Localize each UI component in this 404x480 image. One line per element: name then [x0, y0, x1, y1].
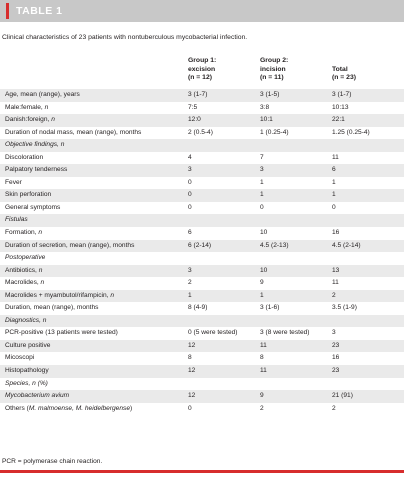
cell-total: 3.5 (1-9): [332, 304, 357, 312]
cell-group2: 7: [260, 153, 264, 161]
cell-group1: 2: [188, 279, 192, 287]
table-section-row: [0, 315, 404, 328]
row-label: Male:female, n: [5, 103, 49, 111]
cell-group2: 1: [260, 291, 264, 299]
cell-total: 1: [332, 191, 336, 199]
cell-total: 13: [332, 266, 340, 274]
cell-group1: 0 (5 were tested): [188, 329, 238, 337]
table-body: [0, 89, 404, 415]
cell-group2: 3 (1-5): [260, 91, 280, 98]
cell-group2: 1: [260, 178, 264, 186]
row-label: Duration of nodal mass, mean (range), months: [5, 128, 142, 136]
row-label: Mycobacterium avium: [5, 392, 70, 400]
column-header-group1: [188, 57, 216, 83]
table-row: [0, 189, 404, 202]
cell-group1: 3: [188, 166, 192, 174]
row-label: General symptoms: [5, 203, 61, 211]
table-row: [0, 390, 404, 403]
cell-total: 11: [332, 153, 339, 161]
column-header-line: excision: [188, 65, 216, 73]
cell-group2: 1: [260, 191, 264, 199]
row-label: Culture positive: [5, 341, 51, 349]
row-label: Fistulas: [5, 216, 28, 224]
cell-total: 11: [332, 279, 339, 287]
row-label: Duration, mean (range), months: [5, 304, 99, 312]
cell-group1: 4: [188, 153, 192, 161]
cell-group2: 4.5 (2-13): [260, 241, 289, 249]
table-row: [0, 114, 404, 127]
table-footnote: PCR = polymerase chain reaction.: [2, 458, 103, 465]
cell-group2: 10: [260, 266, 268, 274]
row-label: Objective findings, n: [5, 141, 65, 149]
table-row: [0, 164, 404, 177]
cell-group2: 3 (1-6): [260, 304, 280, 312]
column-header-total: [332, 57, 356, 83]
table-row: [0, 277, 404, 290]
table-row: [0, 365, 404, 378]
cell-group1: 1: [188, 291, 192, 299]
row-label: Discoloration: [5, 153, 44, 161]
row-label: Diagnostics, n: [5, 316, 47, 324]
table-row: [0, 403, 404, 416]
cell-total: 2: [332, 291, 336, 299]
table-title: TABLE 1: [16, 5, 63, 17]
table-row: [0, 227, 404, 240]
cell-group2: 3:8: [260, 103, 270, 111]
cell-group1: 8 (4-9): [188, 304, 208, 312]
table-row: [0, 152, 404, 165]
table-row: [0, 352, 404, 365]
table-row: [0, 265, 404, 278]
cell-total: 2: [332, 404, 336, 412]
table-row: [0, 89, 404, 102]
cell-group2: 3: [260, 166, 264, 174]
cell-total: 23: [332, 341, 340, 349]
row-label: Formation, n: [5, 229, 43, 237]
table-row: [0, 202, 404, 215]
table-row: [0, 102, 404, 115]
cell-group2: 8: [260, 354, 264, 362]
cell-total: 1.25 (0.25-4): [332, 128, 370, 136]
cell-group2: 2: [260, 404, 264, 412]
table-row: [0, 290, 404, 303]
cell-group1: 0: [188, 178, 192, 186]
cell-group2: 9: [260, 279, 264, 287]
cell-group1: 12: [188, 367, 196, 375]
cell-total: 3: [332, 329, 336, 337]
accent-marker: [6, 3, 9, 19]
cell-group1: 6: [188, 229, 192, 237]
row-label: Others (M. malmoense, M. heidelbergense): [5, 404, 133, 412]
table-row: [0, 302, 404, 315]
column-header-line: incision: [260, 65, 286, 73]
cell-total: 23: [332, 367, 340, 375]
cell-total: 16: [332, 354, 340, 362]
table-header-bar: [0, 0, 404, 22]
cell-group1: 12: [188, 392, 196, 400]
column-header-line: (n = 11): [260, 74, 284, 82]
cell-total: 10:13: [332, 103, 349, 111]
cell-total: 22:1: [332, 116, 345, 124]
cell-total: 3 (1-7): [332, 91, 352, 98]
cell-group2: 3 (8 were tested): [260, 329, 310, 337]
cell-group1: 2 (0.5-4): [188, 128, 213, 136]
cell-group2: 11: [260, 367, 267, 375]
cell-group2: 10: [260, 229, 268, 237]
column-header-line: (n = 12): [188, 74, 212, 82]
table-section-row: [0, 252, 404, 265]
cell-group2: 0: [260, 203, 264, 211]
cell-total: 16: [332, 229, 340, 237]
cell-total: 1: [332, 178, 336, 186]
table-caption: Clinical characteristics of 23 patients with nontuberculous mycobacterial infection.: [2, 34, 248, 41]
table-row: [0, 340, 404, 353]
row-label: Macrolides + myambutol/rifampicin, n: [5, 291, 115, 299]
table-row: [0, 327, 404, 340]
column-header-group2: [260, 57, 288, 83]
row-label: Age, mean (range), years: [5, 91, 80, 98]
cell-group1: 7:5: [188, 103, 198, 111]
cell-group1: 0: [188, 191, 192, 199]
cell-group2: 11: [260, 341, 267, 349]
cell-group1: 8: [188, 354, 192, 362]
cell-total: 4.5 (2-14): [332, 241, 361, 249]
cell-group1: 12: [188, 341, 196, 349]
table-section-row: [0, 214, 404, 227]
cell-total: 6: [332, 166, 336, 174]
cell-total: 21 (91): [332, 392, 353, 400]
cell-group2: 10:1: [260, 116, 273, 124]
row-label: Fever: [5, 178, 22, 186]
table-row: [0, 177, 404, 190]
cell-group1: 6 (2-14): [188, 241, 212, 249]
bottom-accent-bar: [0, 470, 404, 473]
row-label: Postoperative: [5, 254, 46, 262]
row-label: Palpatory tenderness: [5, 166, 68, 174]
table-section-row: [0, 139, 404, 152]
cell-group2: 9: [260, 392, 264, 400]
row-label: Macrolides, n: [5, 279, 45, 287]
row-label: Skin perforation: [5, 191, 52, 199]
cell-group1: 12:0: [188, 116, 201, 124]
row-label: Micoscopi: [5, 354, 35, 362]
cell-group2: 1 (0.25-4): [260, 128, 289, 136]
table-row: [0, 240, 404, 253]
cell-group1: 3 (1-7): [188, 91, 208, 98]
row-label: Duration of secretion, mean (range), months: [5, 241, 135, 249]
column-header-line: Group 1:: [188, 57, 217, 64]
column-header-line: Total: [332, 65, 348, 73]
row-label: Histopathology: [5, 367, 49, 375]
column-header-line: (n = 23): [332, 74, 356, 82]
row-label: Species, n (%): [5, 379, 48, 387]
cell-group1: 0: [188, 404, 192, 412]
row-label: Antibiotics, n: [5, 266, 43, 274]
table-section-row: [0, 378, 404, 391]
cell-total: 0: [332, 203, 336, 211]
row-label: Danish:foreign, n: [5, 116, 55, 124]
table-row: [0, 127, 404, 140]
row-label: PCR-positive (13 patients were tested): [5, 329, 118, 337]
cell-group1: 3: [188, 266, 192, 274]
column-header-line: Group 2:: [260, 57, 289, 64]
column-header-line: [332, 57, 356, 66]
cell-group1: 0: [188, 203, 192, 211]
